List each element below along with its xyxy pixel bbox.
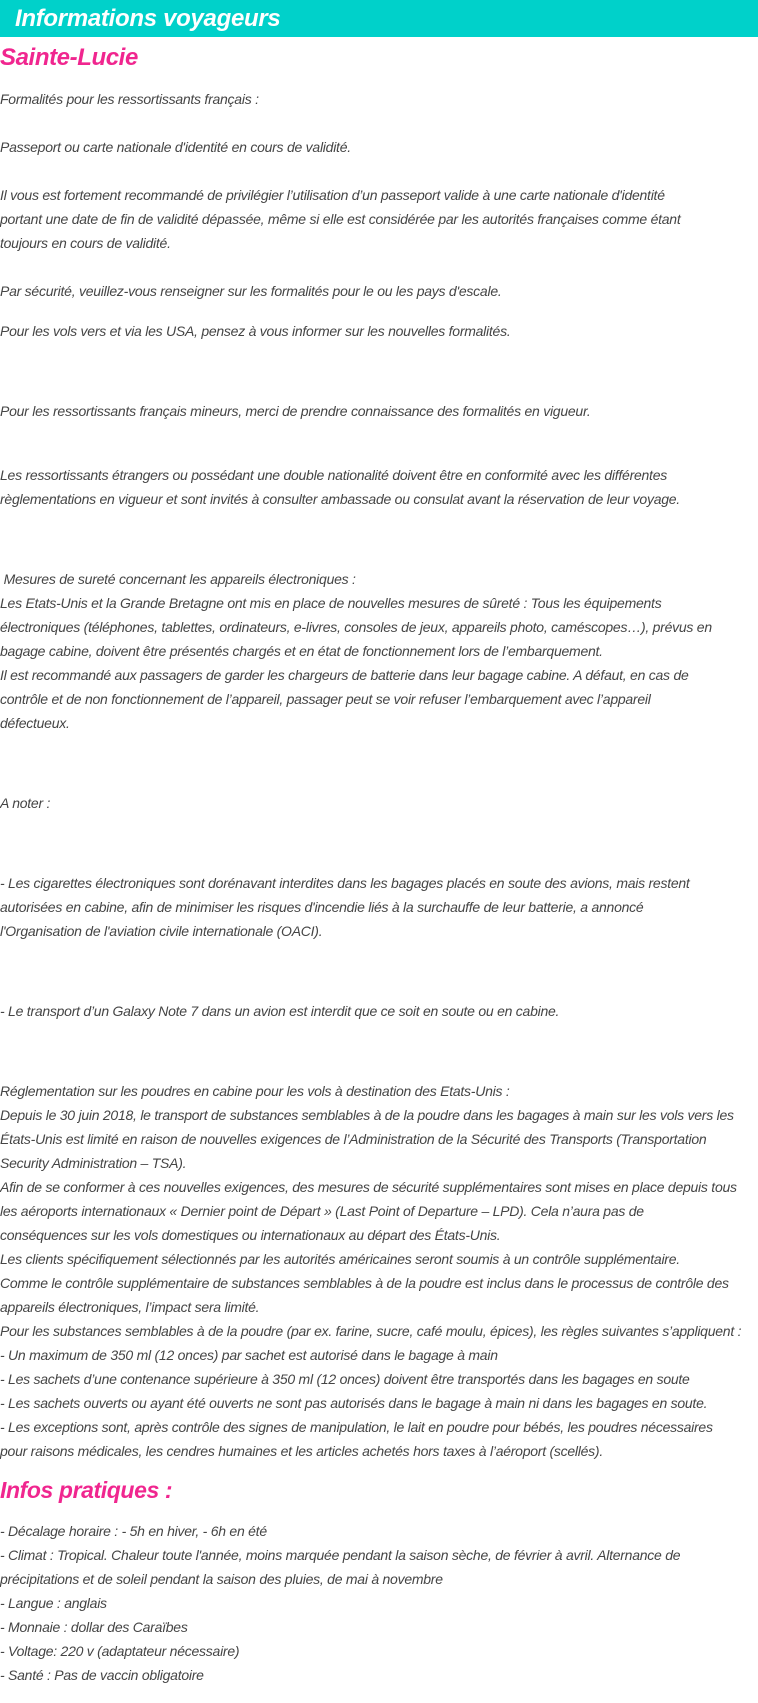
text-line: bagage cabine, doivent être présentés chargés et en état de fonctionnement lors de l’embarquement. <box>0 643 603 659</box>
text-line: Les ressortissants étrangers ou possédant une double nationalité doivent être en conformité avec les différentes <box>0 467 667 483</box>
passport-recommendation <box>0 183 758 255</box>
text-line: - Les sachets ouverts ou ayant été ouverts ne sont pas autorisés dans le bagage à main ni dans les bagages en soute. <box>0 1395 708 1411</box>
text-line: appareils électroniques, l’impact sera limité. <box>0 1299 260 1315</box>
text-line: - Un maximum de 350 ml (12 onces) par sachet est autorisé dans le bagage à main <box>0 1347 498 1363</box>
text-line: pour raisons médicales, les cendres humaines et les articles achetés hors taxes à l’aéroport (scellés). <box>0 1443 603 1459</box>
practical-info-heading: Infos pratiques : <box>0 1477 173 1503</box>
text-line: Pour les vols vers et via les USA, pensez à vous informer sur les nouvelles formalités. <box>0 323 511 339</box>
text-line: - Les exceptions sont, après contrôle des signes de manipulation, le lait en poudre pour bébés, les poudres nécessaires <box>0 1419 713 1435</box>
text-line: Afin de se conformer à ces nouvelles exigences, des mesures de sécurité supplémentaires sont mises en place depuis tous <box>0 1179 737 1195</box>
country-heading: Sainte-Lucie <box>0 44 138 71</box>
header-bar <box>0 0 758 37</box>
text-line: Mesures de sureté concernant les appareils électroniques : <box>0 571 356 587</box>
text-line: A noter : <box>0 795 51 811</box>
text-line: défectueux. <box>0 715 70 731</box>
text-line: Les Etats-Unis et la Grande Bretagne ont mis en place de nouvelles mesures de sûreté : Tous les équipements <box>0 595 662 611</box>
text-line: Les clients spécifiquement sélectionnés par les autorités américaines seront soumis à un contrôle supplémentaire. <box>0 1251 680 1267</box>
list-item: - Monnaie : dollar des Caraïbes <box>0 1619 188 1635</box>
galaxy-note <box>0 999 758 1023</box>
text-line: Il vous est fortement recommandé de privilégier l’utilisation d’un passeport valide à une carte nationale d'identité <box>0 187 665 203</box>
electronics-section <box>0 567 758 735</box>
text-line: l'Organisation de l'aviation civile internationale (OACI). <box>0 923 323 939</box>
list-item: - Santé : Pas de vaccin obligatoire <box>0 1667 204 1683</box>
text-line: - Les sachets d’une contenance supérieure à 350 ml (12 onces) doivent être transportés dans les bagages en soute <box>0 1371 690 1387</box>
text-line: portant une date de fin de validité dépassée, même si elle est considérée par les autorités françaises comme étant <box>0 211 681 227</box>
formalities-intro <box>0 87 758 111</box>
notes-title <box>0 791 758 815</box>
list-item: - Climat : Tropical. Chaleur toute l'année, moins marquée pendant la saison sèche, de février à avril. Alternance de <box>0 1547 681 1563</box>
text-line: Depuis le 30 juin 2018, le transport de substances semblables à de la poudre dans les bagages à main sur les vols vers les <box>0 1107 734 1123</box>
text-line: Passeport ou carte nationale d'identité en cours de validité. <box>0 139 351 155</box>
text-line: contrôle et de non fonctionnement de l’appareil, passager peut se voir refuser l’embarquement avec l’appareil <box>0 691 651 707</box>
text-line: Security Administration – TSA). <box>0 1155 187 1171</box>
page-title: Informations voyageurs <box>15 5 281 32</box>
powders-section <box>0 1079 758 1463</box>
list-item: - Voltage: 220 v (adaptateur nécessaire) <box>0 1643 240 1659</box>
list-item: - Langue : anglais <box>0 1595 107 1611</box>
text-line: - Les cigarettes électroniques sont dorénavant interdites dans les bagages placés en soute des avions, mais restent <box>0 875 690 891</box>
usa-note <box>0 319 758 343</box>
text-line: - Le transport d’un Galaxy Note 7 dans un avion est interdit que ce soit en soute ou en cabine. <box>0 1003 560 1019</box>
text-line: règlementations en vigueur et sont invités à consulter ambassade ou consulat avant la réservation de leur voyage. <box>0 491 680 507</box>
foreigners-note <box>0 463 758 511</box>
text-line: Formalités pour les ressortissants français : <box>0 91 259 107</box>
minors-note <box>0 399 758 423</box>
text-line: toujours en cours de validité. <box>0 235 171 251</box>
list-item: - Décalage horaire : - 5h en hiver, - 6h en été <box>0 1523 267 1539</box>
text-line: conséquences sur les vols domestiques ou internationaux au départ des États-Unis. <box>0 1227 501 1243</box>
text-line: Comme le contrôle supplémentaire de substances semblables à de la poudre est inclus dans le processus de contrôle des <box>0 1275 729 1291</box>
passport-requirement <box>0 135 758 159</box>
text-line: Réglementation sur les poudres en cabine pour les vols à destination des Etats-Unis : <box>0 1083 510 1099</box>
text-line: Par sécurité, veuillez-vous renseigner sur les formalités pour le ou les pays d'escale. <box>0 283 502 299</box>
text-line: Pour les substances semblables à de la poudre (par ex. farine, sucre, café moulu, épices), les règles suivantes s’appliquent : <box>0 1323 742 1339</box>
cigarettes-note <box>0 871 758 943</box>
list-item: précipitations et de soleil pendant la saison des pluies, de mai à novembre <box>0 1571 443 1587</box>
practical-info-list <box>0 1519 758 1687</box>
text-line: Il est recommandé aux passagers de garder les chargeurs de batterie dans leur bagage cabine. A défaut, en cas de <box>0 667 689 683</box>
text-line: autorisées en cabine, afin de minimiser les risques d'incendie liés à la surchauffe de leur batterie, a annoncé <box>0 899 644 915</box>
text-line: États-Unis est limité en raison de nouvelles exigences de l’Administration de la Sécurité des Transports (Transportation <box>0 1131 707 1147</box>
text-line: électroniques (téléphones, tablettes, ordinateurs, e-livres, consoles de jeux, appareils photo, caméscopes…), prévus en <box>0 619 712 635</box>
text-line: Pour les ressortissants français mineurs, merci de prendre connaissance des formalités en vigueur. <box>0 403 591 419</box>
text-line: les aéroports internationaux « Dernier point de Départ » (Last Point of Departure – LPD). Cela n’aura pas de <box>0 1203 644 1219</box>
stopover-note <box>0 279 758 303</box>
